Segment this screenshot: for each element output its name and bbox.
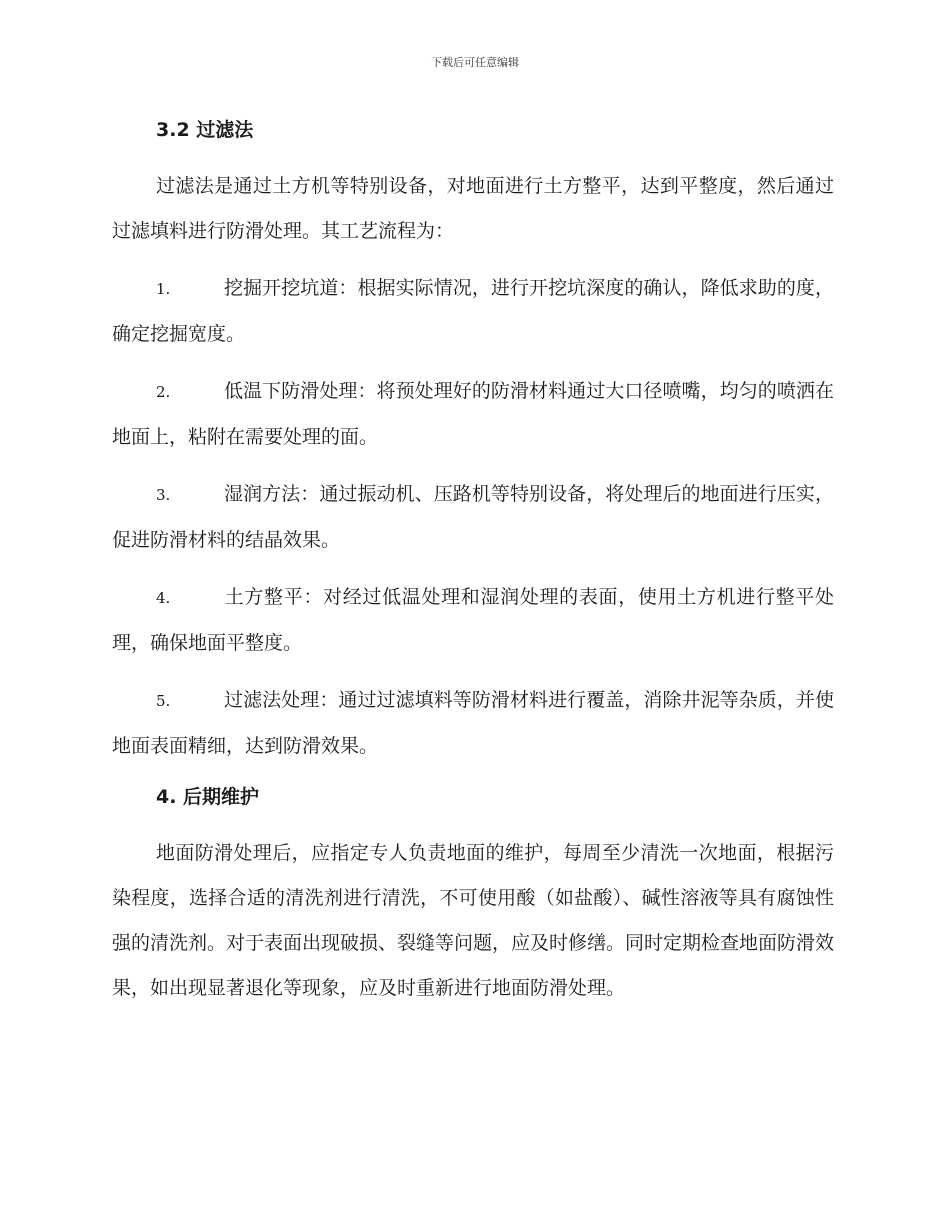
list-item-text: 湿润方法：通过振动机、压路机等特别设备，将处理后的地面进行压实，促进防滑材料的结晶效果。 [112, 483, 834, 551]
page-header: 下载后可任意编辑 [431, 56, 519, 69]
list-item-number: 5. [156, 692, 171, 710]
maintenance-paragraph: 地面防滑处理后，应指定专人负责地面的维护，每周至少清洗一次地面，根据污染程度，选择合适的清洗剂进行清洗，不可使用酸（如盐酸）、碱性溶液等具有腐蚀性强的清洗剂。对于表面出现破损、裂缝等问题，应及时修缮。同时定期检查地面防滑效果，如出现显著退化等现象，应及时重新进行地面防滑处理。 [112, 842, 835, 999]
list-item-number: 3. [156, 486, 171, 504]
list-item [112, 575, 834, 666]
section-heading-3-2: 3.2 过滤法 [156, 119, 254, 141]
list-item-number: 4. [156, 589, 171, 607]
list-item [112, 472, 834, 563]
list-item-number: 2. [156, 383, 171, 401]
document-body [112, 112, 834, 1011]
list-item-number: 1. [156, 280, 171, 298]
section-intro-paragraph: 过滤法是通过土方机等特别设备，对地面进行土方整平，达到平整度，然后通过过滤填料进行防滑处理。其工艺流程为： [112, 175, 834, 242]
section-heading-4: 4. 后期维护 [156, 786, 260, 808]
list-item [112, 678, 834, 769]
list-item-text: 土方整平：对经过低温处理和湿润处理的表面，使用土方机进行整平处理，确保地面平整度。 [112, 586, 834, 654]
list-item-text: 挖掘开挖坑道：根据实际情况，进行开挖坑深度的确认，降低求助的度，确定挖掘宽度。 [112, 277, 834, 345]
list-item-text: 过滤法处理：通过过滤填料等防滑材料进行覆盖，消除井泥等杂质，并使地面表面精细，达到防滑效果。 [112, 689, 834, 757]
list-item [112, 369, 834, 460]
list-item [112, 266, 834, 357]
list-item-text: 低温下防滑处理：将预处理好的防滑材料通过大口径喷嘴，均匀的喷洒在地面上，粘附在需要处理的面。 [112, 380, 834, 448]
